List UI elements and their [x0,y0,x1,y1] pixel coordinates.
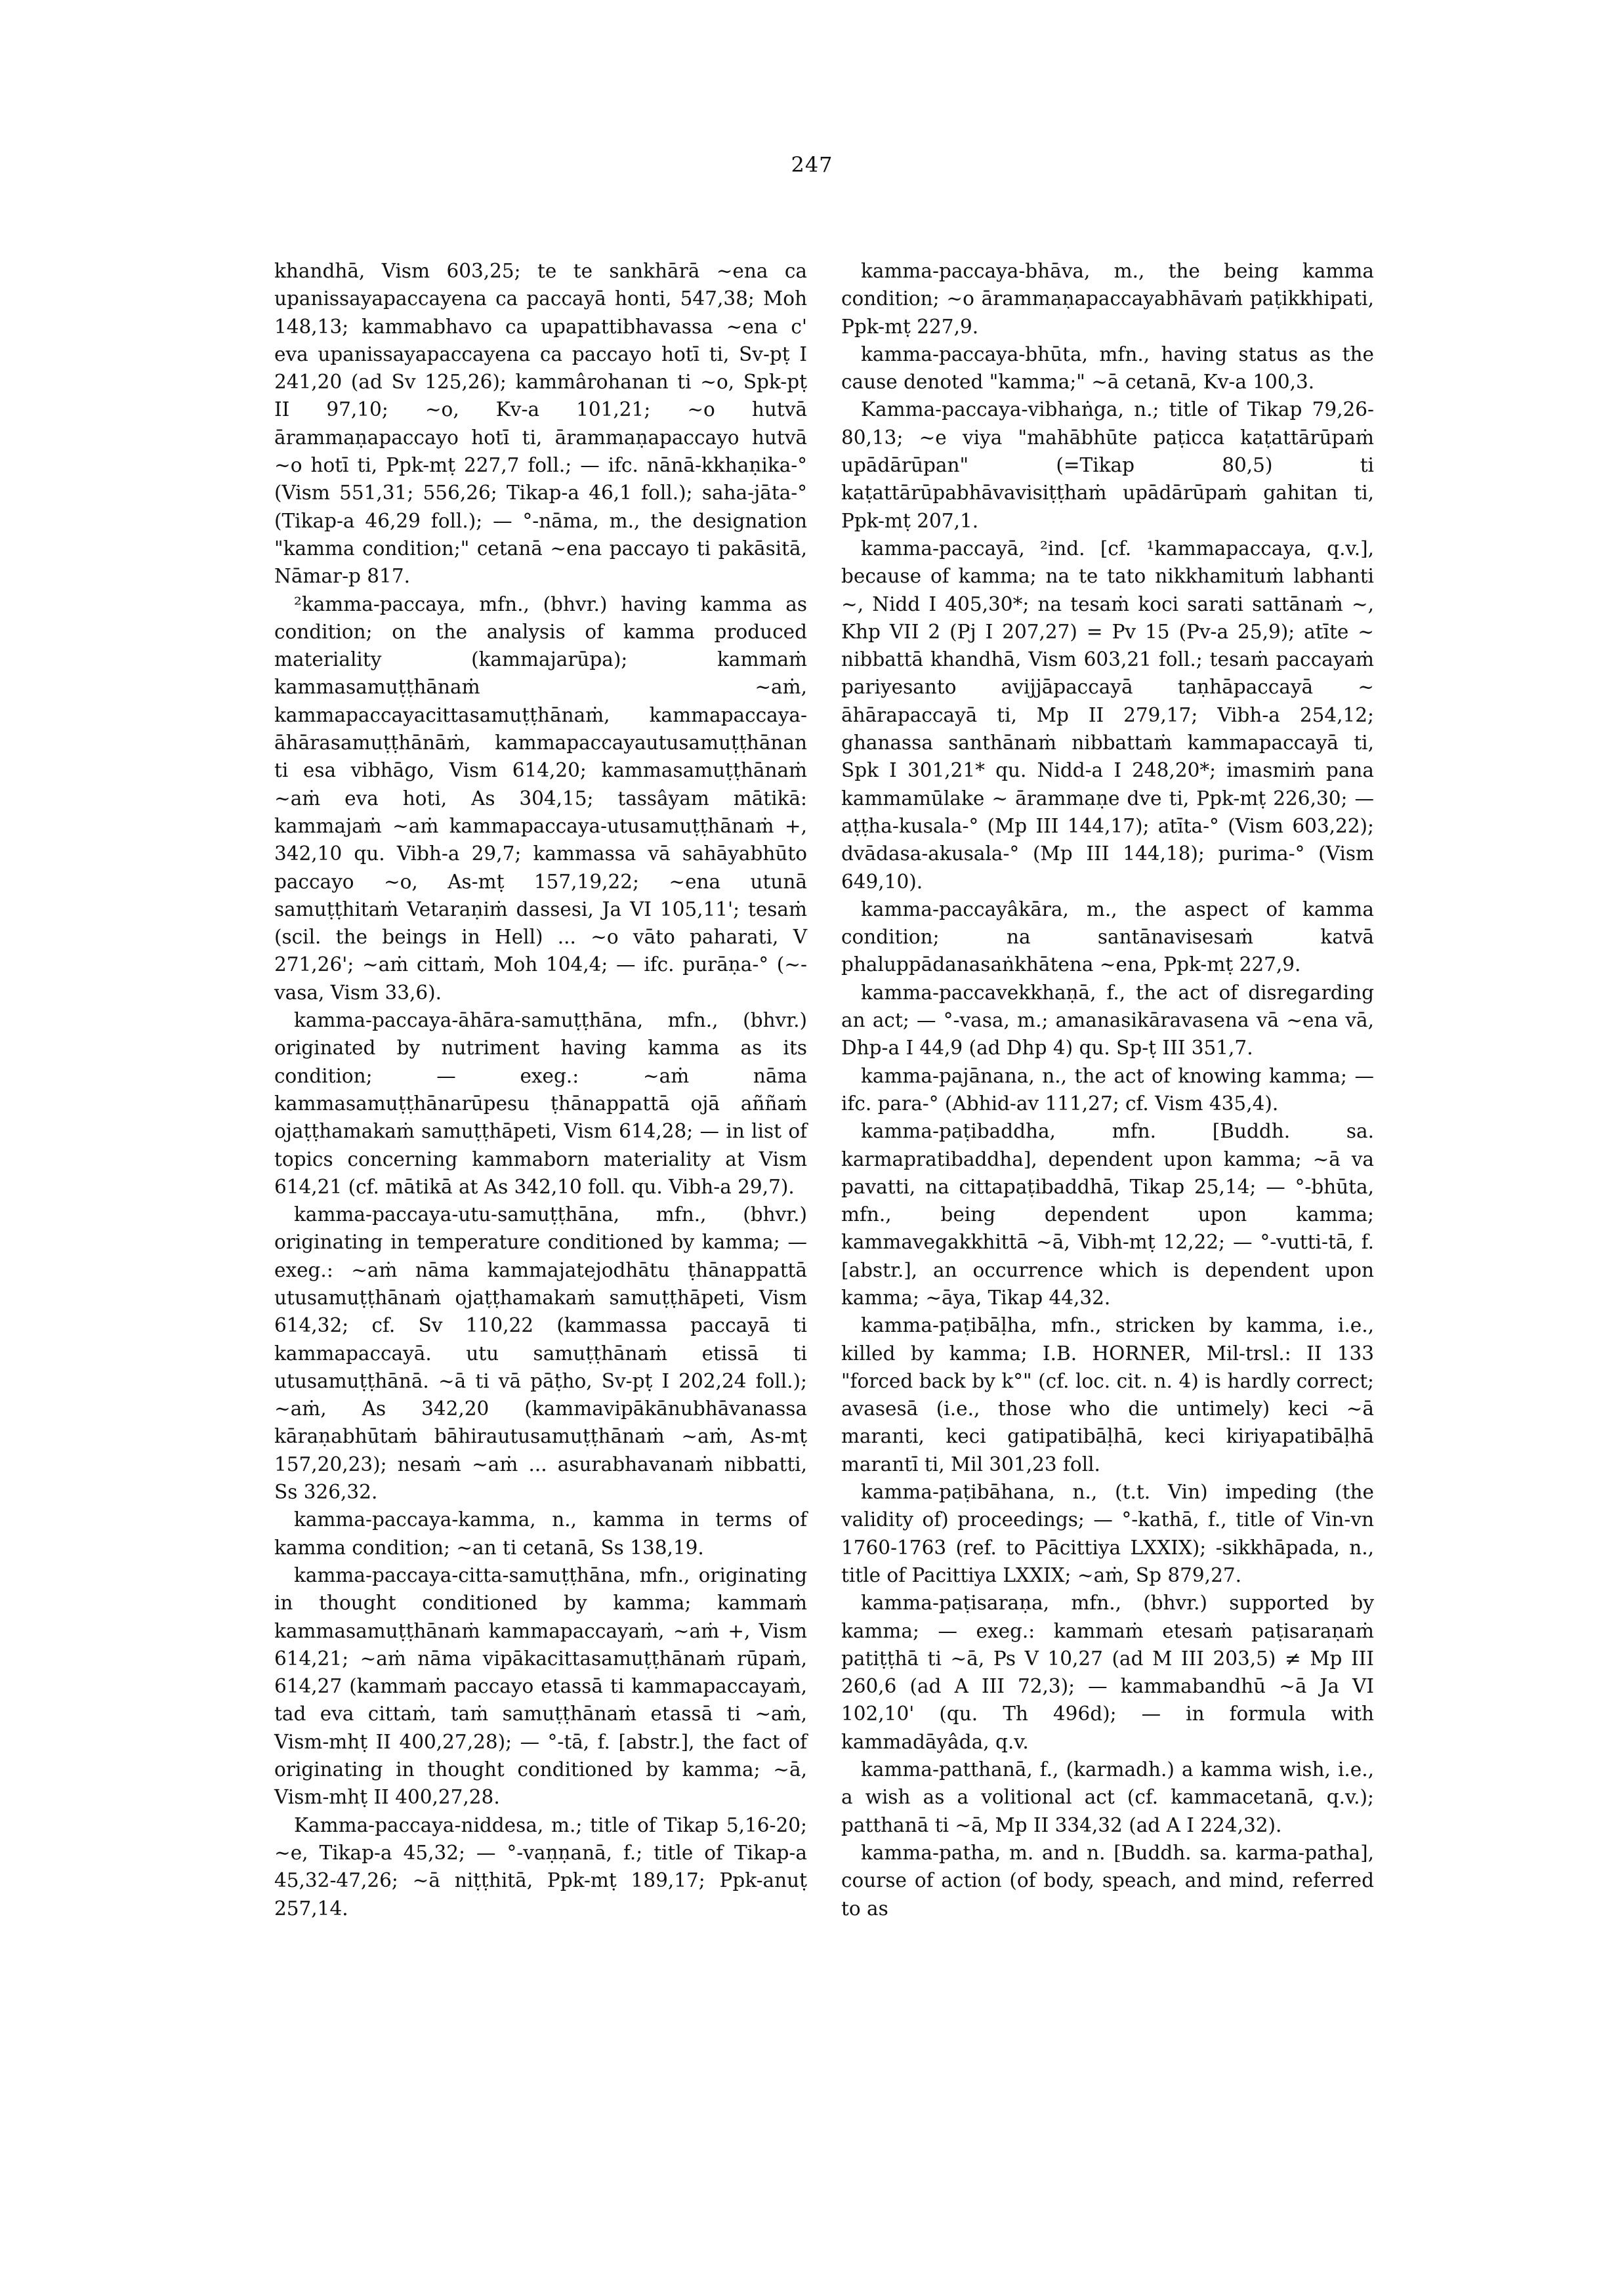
dictionary-entry: Kamma-paccaya-niddesa, m.; title of Tikap 5,16-20; ~e, Tikap-a 45,32; — °-vaṇṇanā, f.; title of Tikap-a 45,32-47,26; ~ā niṭṭhitā, Ppk-mṭ 189,17; Ppk-anuṭ 257,14. [274,1813,807,1920]
left-column [274,257,807,1922]
dictionary-entry: kamma-paccaya-bhūta, mfn., having status as the cause denoted "kamma;" ~ā cetanā, Kv-a 100,3. [841,342,1374,394]
dictionary-entry: kamma-paccavekkhaṇā, f., the act of disregarding an act; — °-vasa, m.; amanasikāravasena vā ~ena vā, Dhp-a I 44,9 (ad Dhp 4) qu. Sp-ṭ III 351,7. [841,981,1374,1060]
dictionary-entry: kamma-paccaya-citta-samuṭṭhāna, mfn., originating in thought conditioned by kamma; kammaṁ kammasamuṭṭhānaṁ kammapaccayaṁ, ~aṁ +, Vism 614,21; ~aṁ nāma vipākacittasamuṭṭhānaṁ rūpaṁ, 614,27 (kammaṁ paccayo etassā ti kammapaccayaṁ, tad eva cittaṁ, taṁ samuṭṭhānaṁ etassā ti ~aṁ, Vism-mhṭ II 400,27,28); — °-tā, f. [abstr.], the fact of originating in thought conditioned by kamma; ~ā, Vism-mhṭ II 400,27,28. [274,1563,807,1809]
dictionary-entry: kamma-paccaya-āhāra-samuṭṭhāna, mfn., (bhvr.) originated by nutriment having kamma as its condition; — exeg.: ~aṁ nāma kammasamuṭṭhānarūpesu ṭhānappattā ojā aññaṁ ojaṭṭhamakaṁ samuṭṭhāpeti, Vism 614,28; — in list of topics concerning kammaborn materiality at Vism 614,21 (cf. mātikā at As 342,10 foll. qu. Vibh-a 29,7). [274,1009,807,1198]
dictionary-entry: kamma-paṭibaddha, mfn. [Buddh. sa. karmapratibaddha], dependent upon kamma; ~ā va pavatti, na cittapaṭibaddhā, Tikap 25,14; — °-bhūta, mfn., being dependent upon kamma; kammavegakkhittā ~ā, Vibh-mṭ 12,22; — °-vutti-tā, f. [abstr.], an occurrence which is dependent upon kamma; ~āya, Tikap 44,32. [841,1120,1374,1309]
dictionary-entry: kamma-paccayā, ²ind. [cf. ¹kammapaccaya, q.v.], because of kamma; na te tato nikkhamituṁ labhanti ~, Nidd I 405,30*; na tesaṁ koci sarati sattānaṁ ~, Khp VII 2 (Pj I 207,27) = Pv 15 (Pv-a 25,9); atīte ~ nibbattā khandhā, Vism 603,21 foll.; tesaṁ paccayaṁ pariyesanto avijjāpaccayā taṇhāpaccayā ~ āhārapaccayā ti, Mp II 279,17; Vibh-a 254,12; ghanassa santhānaṁ nibbattaṁ kammapaccayā ti, Spk I 301,21* qu. Nidd-a I 248,20*; imasmiṁ pana kammamūlake ~ ārammaṇe dve ti, Ppk-mṭ 226,30; — aṭṭha-kusala-° (Mp III 144,17); atīta-° (Vism 603,22); dvādasa-akusala-° (Mp III 144,18); purima-° (Vism 649,10). [841,537,1374,893]
dictionary-entry: Kamma-paccaya-vibhaṅga, n.; title of Tikap 79,26-80,13; ~e viya "mahābhūte paṭicca kaṭattārūpaṁ upādārūpan" (=Tikap 80,5) ti kaṭattārūpabhāvavisiṭṭhaṁ upādārūpaṁ gahitan ti, Ppk-mṭ 207,1. [841,398,1374,532]
right-column [841,257,1374,1922]
dictionary-entry: kamma-paccaya-utu-samuṭṭhāna, mfn., (bhvr.) originating in temperature conditioned by kamma; — exeg.: ~aṁ nāma kammajatejodhātu ṭhānappattā utusamuṭṭhānaṁ ojaṭṭhamakaṁ samuṭṭhāpeti, Vism 614,32; cf. Sv 110,22 (kammassa paccayā ti kammapaccayā. utu samuṭṭhānaṁ etissā ti utusamuṭṭhānā. ~ā ti vā pāṭho, Sv-pṭ I 202,24 foll.); ~aṁ, As 342,20 (kammavipākānubhāvanassa kāraṇabhūtaṁ bāhirautusamuṭṭhānaṁ ~aṁ, As-mṭ 157,20,23); nesaṁ ~aṁ ... asurabhavanaṁ nibbatti, Ss 326,32. [274,1203,807,1504]
dictionary-entry: kamma-patha, m. and n. [Buddh. sa. karma-patha], course of action (of body, speach, and mind, referred to as [841,1841,1374,1920]
dictionary-entry: kamma-paccaya-bhāva, m., the being kamma condition; ~o ārammaṇapaccayabhāvaṁ paṭikkhipati, Ppk-mṭ 227,9. [841,260,1374,338]
dictionary-entry: kamma-paccayâkāra, m., the aspect of kamma condition; na santānavisesaṁ katvā phaluppādanasaṅkhātena ~ena, Ppk-mṭ 227,9. [841,898,1374,976]
dictionary-entry: kamma-paṭisaraṇa, mfn., (bhvr.) supported by kamma; — exeg.: kammaṁ etesaṁ paṭisaraṇaṁ patiṭṭhā ti ~ā, Ps V 10,27 (ad M III 203,5) ≠ Mp III 260,6 (ad A III 72,3); — kammabandhū ~ā Ja VI 102,10' (qu. Th 496d); — in formula with kammadāyâda, q.v. [841,1592,1374,1753]
dictionary-entry: kamma-paṭibāhana, n., (t.t. Vin) impeding (the validity of) proceedings; — °-kathā, f., title of Vin-vn 1760-1763 (ref. to Pācittiya LXXIX); -sikkhāpada, n., title of Pacittiya LXXIX; ~aṁ, Sp 879,27. [841,1481,1374,1586]
dictionary-entry: ²kamma-paccaya, mfn., (bhvr.) having kamma as condition; on the analysis of kamma produced materiality (kammajarūpa); kammaṁ kammasamuṭṭhānaṁ ~aṁ, kammapaccayacittasamuṭṭhānaṁ, kammapaccaya-āhārasamuṭṭhānāṁ, kammapaccayautusamuṭṭhānan ti esa vibhāgo, Vism 614,20; kammasamuṭṭhānaṁ ~aṁ eva hoti, As 304,15; tassâyam mātikā: kammajaṁ ~aṁ kammapaccaya-utusamuṭṭhānaṁ +, 342,10 qu. Vibh-a 29,7; kammassa vā sahāyabhūto paccayo ~o, As-mṭ 157,19,22; ~ena utunā samuṭṭhitaṁ Vetaraṇiṁ dassesi, Ja VI 105,11'; tesaṁ (scil. the beings in Hell) ... ~o vāto paharati, V 271,26'; ~aṁ cittaṁ, Moh 104,4; — ifc. purāṇa-° (~-vasa, Vism 33,6). [274,592,807,1004]
page-number: 247 [791,152,833,177]
dictionary-entry: khandhā, Vism 603,25; te te sankhārā ~ena ca upanissayapaccayena ca paccayā honti, 547,38; Moh 148,13; kammabhavo ca upapattibhavassa ~ena c' eva upanissayapaccayena ca paccayo hotī ti, Sv-pṭ I 241,20 (ad Sv 125,26); kammârohanan ti ~o, Spk-pṭ II 97,10; ~o, Kv-a 101,21; ~o hutvā ārammaṇapaccayo hotī ti, ārammaṇapaccayo hutvā ~o hotī ti, Ppk-mṭ 227,7 foll.; — ifc. nānā-kkhaṇika-° (Vism 551,31; 556,26; Tikap-a 46,1 foll.); saha-jāta-° (Tikap-a 46,29 foll.); — °-nāma, m., the designation "kamma condition;" cetanā ~ena paccayo ti pakāsitā, Nāmar-p 817. [274,260,807,588]
dictionary-entry: kamma-patthanā, f., (karmadh.) a kamma wish, i.e., a wish as a volitional act (cf. kammacetanā, q.v.); patthanā ti ~ā, Mp II 334,32 (ad A I 224,32). [841,1758,1374,1836]
dictionary-entry: kamma-pajānana, n., the act of knowing kamma; — ifc. para-° (Abhid-av 111,27; cf. Vism 435,4). [841,1064,1374,1115]
dictionary-entry: kamma-paṭibāḷha, mfn., stricken by kamma, i.e., killed by kamma; I.B. HORNER, Mil-trsl.: II 133 "forced back by k°" (cf. loc. cit. n. 4) is hardly correct; avasesā (i.e., those who die untimely) keci ~ā maranti, keci gatipatibāḷhā, keci kiriyapatibāḷhā marantī ti, Mil 301,23 foll. [841,1314,1374,1476]
dictionary-entry: kamma-paccaya-kamma, n., kamma in terms of kamma condition; ~an ti cetanā, Ss 138,19. [274,1508,807,1559]
